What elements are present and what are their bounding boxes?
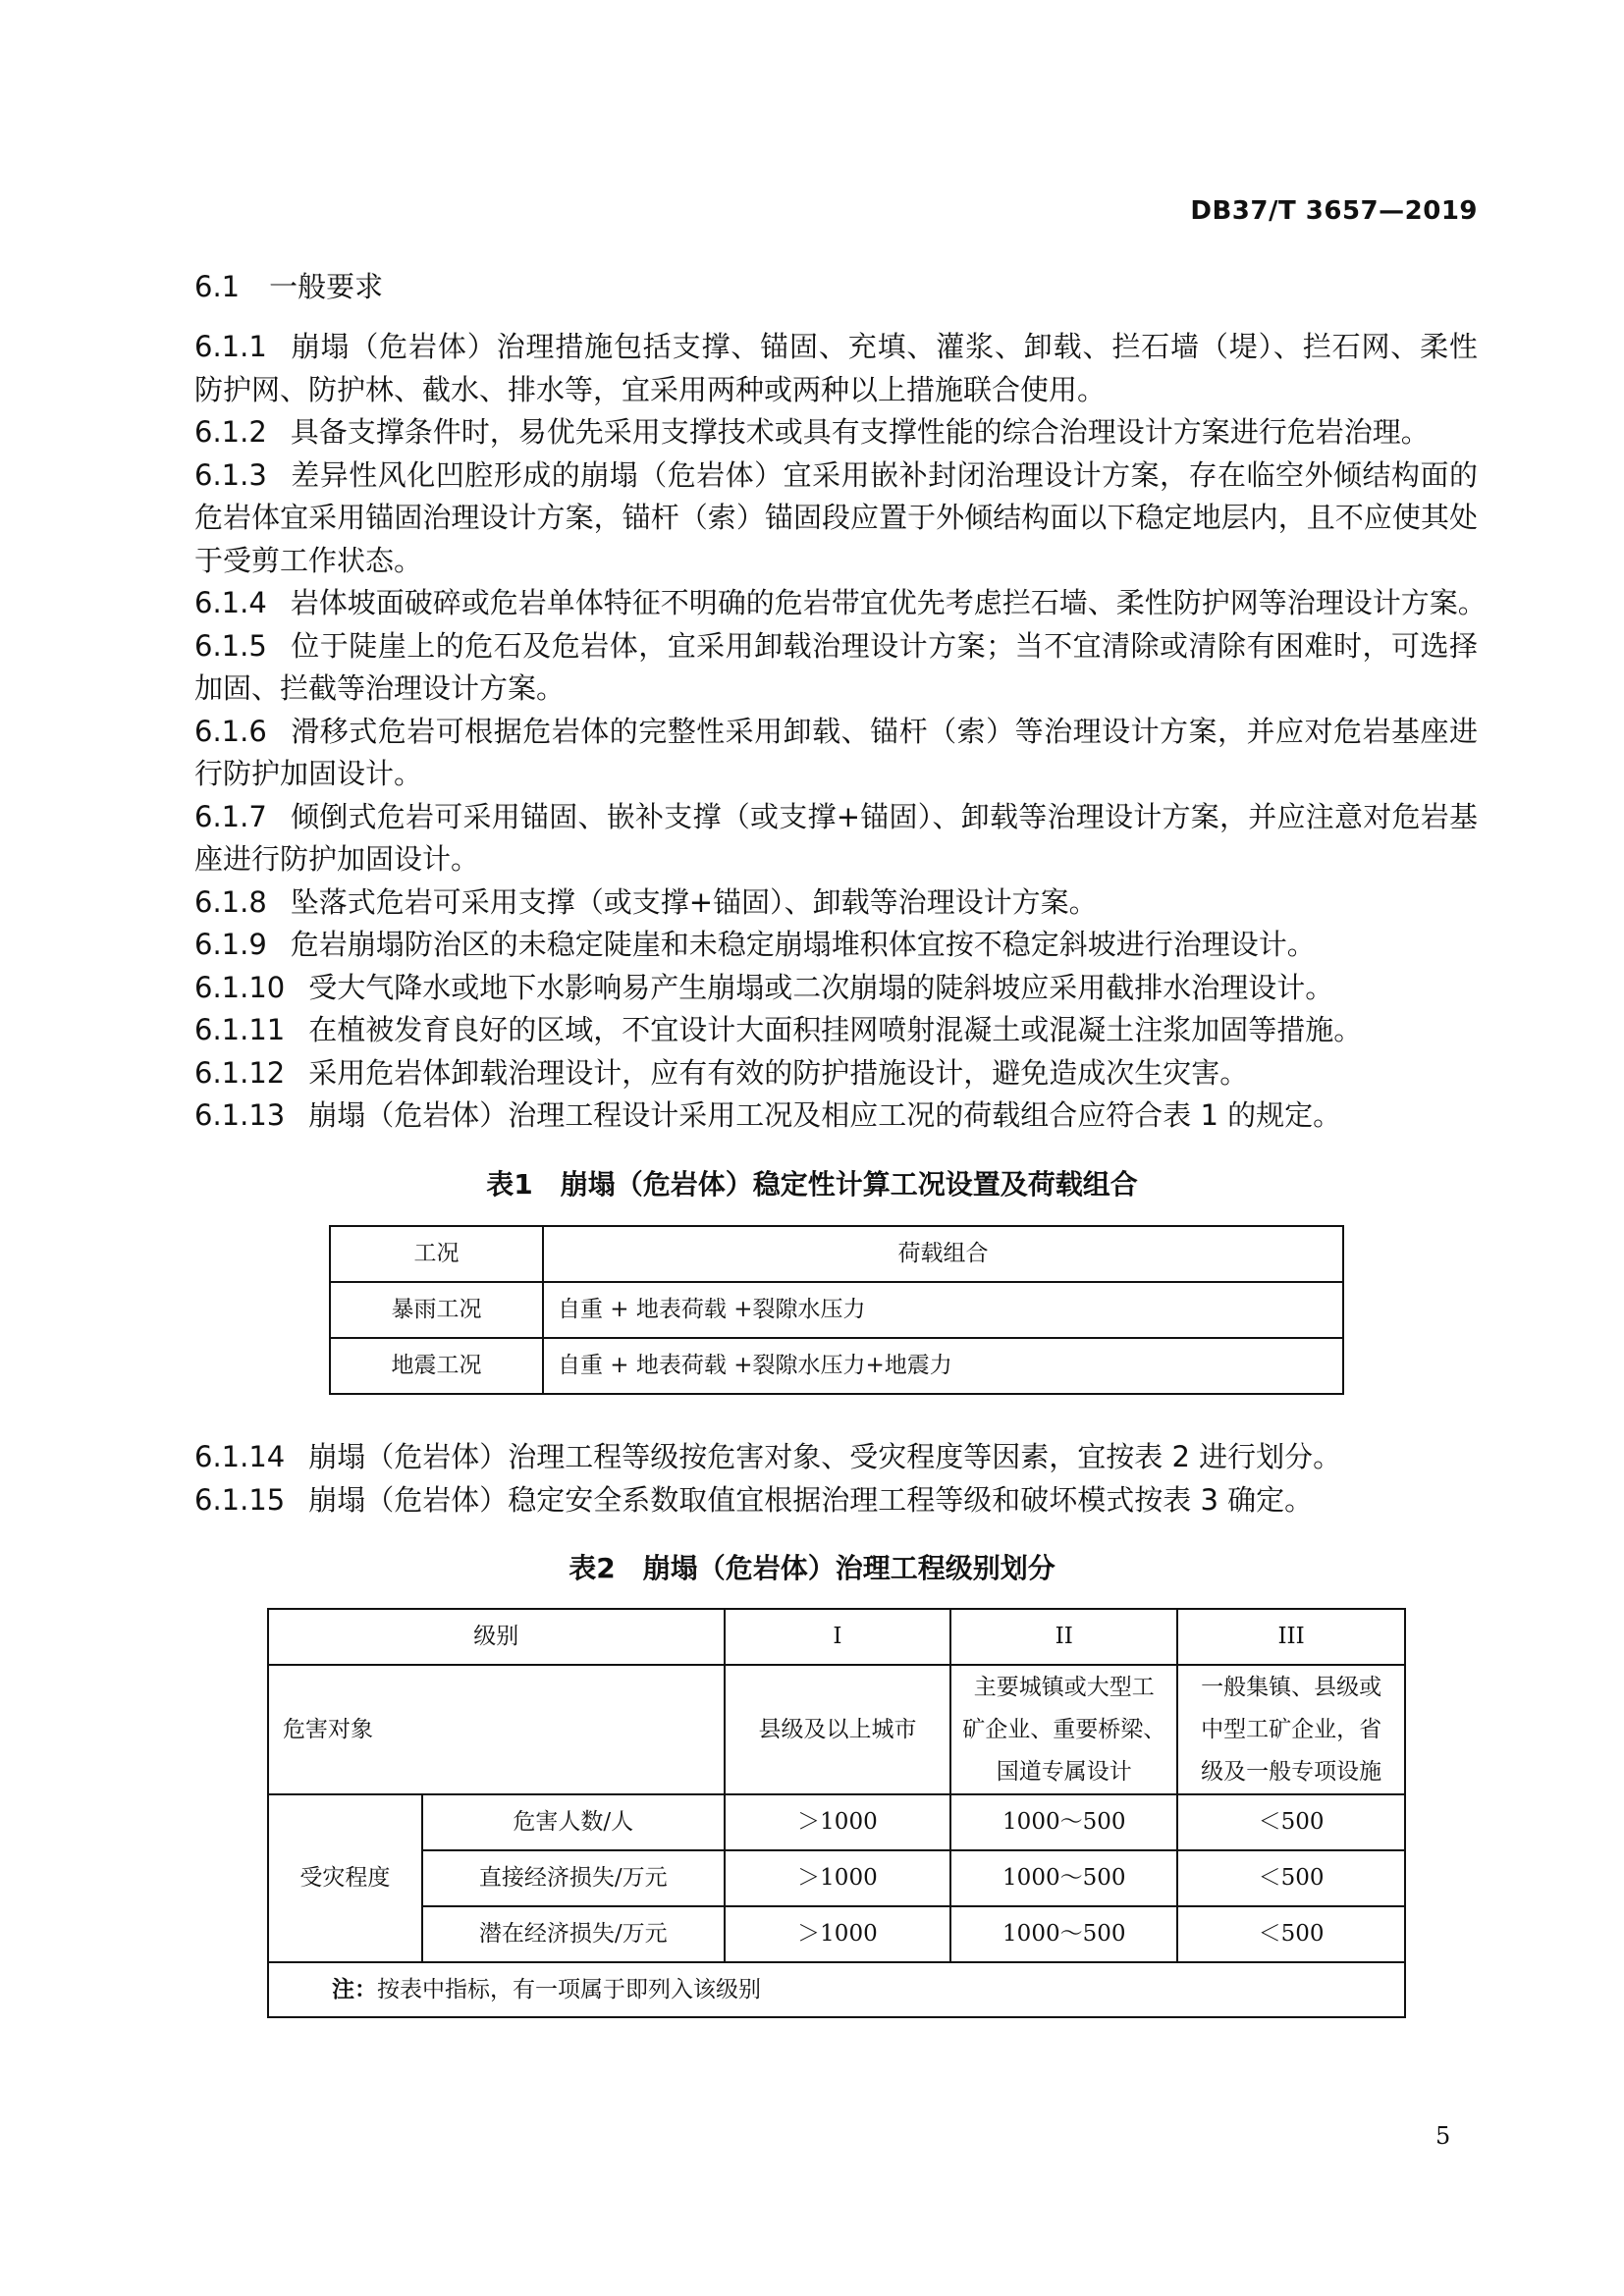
clauses-list-b <box>194 1436 1478 1522</box>
clause-line <box>194 497 1478 540</box>
table1-caption: 表1 崩塌（危岩体）稳定性计算工况设置及荷载组合 <box>486 1168 1138 1201</box>
table-row <box>268 1850 1405 1906</box>
clause-line <box>194 1009 1478 1052</box>
clause-text: 位于陡崖上的危石及危岩体，宜采用卸载治理设计方案；当不宜清除或清除有困难时，可选择 <box>290 628 1478 663</box>
clause-line <box>194 753 1478 796</box>
clause-line <box>194 1479 1478 1522</box>
clause-text: 采用危岩体卸载治理设计，应有有效的防护措施设计，避免造成次生灾害。 <box>308 1055 1249 1090</box>
level-iii: III <box>1177 1609 1405 1665</box>
table-cell: 自重 + 地表荷载 +裂隙水压力+地震力 <box>543 1338 1343 1394</box>
target-iii <box>1177 1665 1405 1794</box>
table-cell: 1000～500 <box>950 1794 1177 1850</box>
clause-line <box>194 540 1478 583</box>
target-i: 县级及以上城市 <box>725 1665 951 1794</box>
table1-header: 工况 <box>330 1226 543 1282</box>
clause-text: 受大气降水或地下水影响易产生崩塌或二次崩塌的陡斜坡应采用截排水治理设计。 <box>308 970 1334 1004</box>
table1-header: 荷载组合 <box>543 1226 1343 1282</box>
clause-line <box>194 711 1478 754</box>
clause-text: 危岩体宜采用锚固治理设计方案，锚杆（索）锚固段应置于外倾结构面以下稳定地层内，且不应使其处 <box>194 501 1478 534</box>
table-cell: 直接经济损失/万元 <box>422 1850 725 1906</box>
section-heading: 6.1 一般要求 <box>194 270 384 303</box>
clause-line <box>194 625 1478 668</box>
page-number: 5 <box>1435 2122 1451 2150</box>
table-cell: ＞1000 <box>725 1850 951 1906</box>
clause-text: 滑移式危岩可根据危岩体的完整性采用卸载、锚杆（索）等治理设计方案，并应对危岩基座进 <box>290 714 1478 748</box>
clause-text: 在植被发育良好的区域，不宜设计大面积挂网喷射混凝土或混凝土注浆加固等措施。 <box>308 1013 1363 1046</box>
clause-line <box>194 838 1478 881</box>
clause-number: 6.1.9 <box>194 928 267 961</box>
clause-line <box>194 411 1478 454</box>
table-row <box>268 1906 1405 1962</box>
document-code: DB37/T 3657—2019 <box>1190 196 1478 226</box>
table2-caption: 表2 崩塌（危岩体）治理工程级别划分 <box>568 1552 1056 1584</box>
clauses-list <box>194 326 1487 1138</box>
clause-number: 6.1.6 <box>194 714 267 748</box>
table-cell: 危害人数/人 <box>422 1794 725 1850</box>
clause-text: 差异性风化凹腔形成的崩塌（危岩体）宜采用嵌补封闭治理设计方案，存在临空外倾结构面的 <box>290 457 1478 492</box>
table-note <box>268 1962 1405 2017</box>
clause-text: 崩塌（危岩体）治理工程等级按危害对象、受灾程度等因素，宜按表 2 进行划分。 <box>308 1440 1342 1473</box>
clause-number: 6.1.11 <box>194 1013 286 1046</box>
table-cell: 暴雨工况 <box>330 1282 543 1338</box>
clause-number: 6.1.1 <box>194 330 267 363</box>
clause-text: 岩体坡面破碎或危岩单体特征不明确的危岩带宜优先考虑拦石墙、柔性防护网等治理设计方案。 <box>290 586 1487 619</box>
note-text: 按表中指标，有一项属于即列入该级别 <box>377 1977 761 2002</box>
table-row <box>330 1282 1343 1338</box>
clause-line <box>194 582 1487 625</box>
clause-line <box>194 1436 1478 1479</box>
table-row <box>330 1338 1343 1394</box>
clause-line <box>194 796 1478 839</box>
clause-number: 6.1.12 <box>194 1055 286 1090</box>
clause-line <box>194 326 1478 369</box>
table-cell: ＜500 <box>1177 1850 1405 1906</box>
level-ii: II <box>950 1609 1177 1665</box>
clause-number: 6.1.2 <box>194 415 267 449</box>
table1 <box>329 1225 1344 1395</box>
clause-number: 6.1.15 <box>194 1482 286 1517</box>
table-cell: 地震工况 <box>330 1338 543 1394</box>
clause-line <box>194 924 1478 967</box>
table-cell: ＞1000 <box>725 1794 951 1850</box>
clause-line <box>194 667 1478 711</box>
clause-line <box>194 369 1478 412</box>
clause-number: 6.1.10 <box>194 970 286 1004</box>
table-cell: 自重 + 地表荷载 +裂隙水压力 <box>543 1282 1343 1338</box>
clause-number: 6.1.7 <box>194 799 267 833</box>
clause-text: 倾倒式危岩可采用锚固、嵌补支撑（或支撑+锚固）、卸载等治理设计方案，并应注意对危岩基 <box>290 799 1478 833</box>
clause-text: 行防护加固设计。 <box>194 757 423 790</box>
table-cell: 1000～500 <box>950 1850 1177 1906</box>
clause-text: 崩塌（危岩体）治理措施包括支撑、锚固、充填、灌浆、卸载、拦石墙（堤）、拦石网、柔性 <box>290 330 1478 363</box>
table-cell: ＞1000 <box>725 1906 951 1962</box>
clause-number: 6.1.14 <box>194 1440 286 1473</box>
clause-text: 危岩崩塌防治区的未稳定陡崖和未稳定崩塌堆积体宜按不稳定斜坡进行治理设计。 <box>290 928 1316 961</box>
clause-number: 6.1.3 <box>194 457 267 492</box>
clause-line <box>194 881 1478 925</box>
damage-label: 受灾程度 <box>268 1794 422 1962</box>
target-ii <box>950 1665 1177 1794</box>
clause-number: 6.1.8 <box>194 884 267 919</box>
clause-text: 加固、拦截等治理设计方案。 <box>194 671 566 705</box>
cell-line: 一般集镇、县级或 <box>1201 1674 1382 1700</box>
note-label: 注： <box>332 1976 377 2002</box>
table-cell: 1000～500 <box>950 1906 1177 1962</box>
cell-line: 级及一般专项设施 <box>1201 1758 1382 1785</box>
clause-line <box>194 1052 1478 1095</box>
cell-line: 主要城镇或大型工 <box>973 1674 1155 1700</box>
level-header: 级别 <box>268 1609 725 1665</box>
clause-text: 具备支撑条件时，易优先采用支撑技术或具有支撑性能的综合治理设计方案进行危岩治理。 <box>290 415 1430 449</box>
level-i: I <box>725 1609 951 1665</box>
clause-line <box>194 967 1478 1010</box>
clause-line <box>194 454 1478 498</box>
clause-text: 崩塌（危岩体）稳定安全系数取值宜根据治理工程等级和破坏模式按表 3 确定。 <box>308 1482 1314 1517</box>
table2 <box>267 1608 1406 2018</box>
clause-number: 6.1.4 <box>194 586 267 619</box>
clause-text: 崩塌（危岩体）治理工程设计采用工况及相应工况的荷载组合应符合表 1 的规定。 <box>308 1098 1342 1132</box>
table-row <box>268 1794 1405 1850</box>
cell-line: 中型工矿企业，省 <box>1201 1716 1382 1742</box>
clause-text: 坠落式危岩可采用支撑（或支撑+锚固）、卸载等治理设计方案。 <box>290 884 1098 919</box>
clause-text: 防护网、防护林、截水、排水等，宜采用两种或两种以上措施联合使用。 <box>194 372 1107 406</box>
clause-number: 6.1.5 <box>194 628 267 663</box>
cell-line: 国道专属设计 <box>996 1758 1132 1785</box>
table-cell: ＜500 <box>1177 1906 1405 1962</box>
cell-line: 矿企业、重要桥梁、 <box>962 1716 1166 1742</box>
clause-text: 于受剪工作状态。 <box>194 543 423 577</box>
target-label: 危害对象 <box>268 1665 725 1794</box>
clause-text: 座进行防护加固设计。 <box>194 842 480 876</box>
clause-number: 6.1.13 <box>194 1098 286 1132</box>
clause-line <box>194 1095 1478 1138</box>
table-cell: 潜在经济损失/万元 <box>422 1906 725 1962</box>
table-cell: ＜500 <box>1177 1794 1405 1850</box>
